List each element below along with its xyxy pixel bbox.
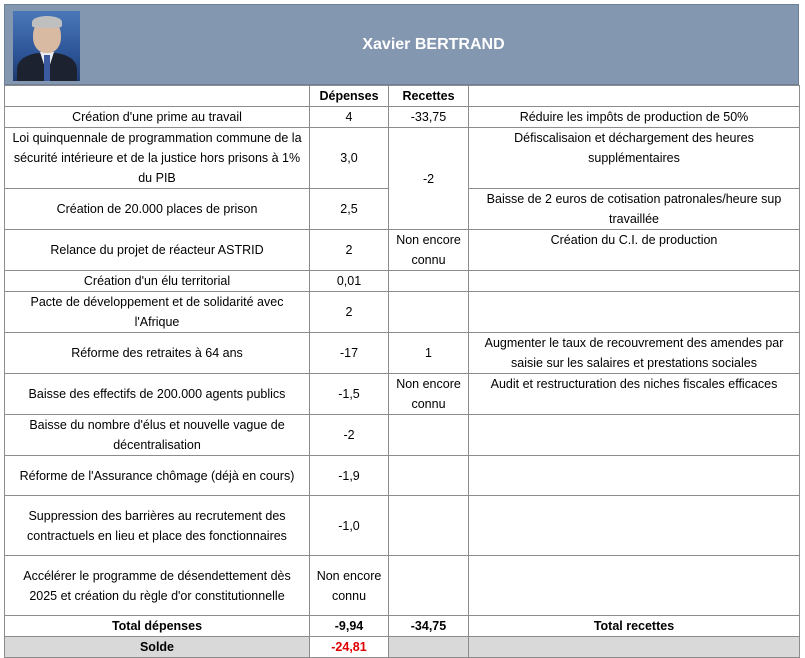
- row-label: Accélérer le programme de désendettement dès 2025 et création du règle d'or constitutionnelle: [5, 556, 310, 616]
- solde-label: Solde: [5, 637, 310, 658]
- mesure-text: [469, 456, 800, 496]
- solde-row: [5, 637, 800, 658]
- total-recettes-value: -34,75: [389, 616, 469, 637]
- column-header-depenses: Dépenses: [310, 86, 389, 107]
- depense-value: 4: [310, 107, 389, 128]
- row-label: Baisse du nombre d'élus et nouvelle vague de décentralisation: [5, 415, 310, 456]
- row-label: Réforme des retraites à 64 ans: [5, 333, 310, 374]
- row-label: Loi quinquennale de programmation commune de la sécurité intérieure et de la justice hors prisons à 1% du PIB: [5, 128, 310, 189]
- mesure-text: [469, 271, 800, 292]
- mesure-text: Baisse de 2 euros de cotisation patronales/heure sup travaillée: [469, 189, 800, 230]
- row-label: Création d'une prime au travail: [5, 107, 310, 128]
- table-row: [5, 415, 800, 456]
- table-header-row: [5, 86, 800, 107]
- row-label: Création de 20.000 places de prison: [5, 189, 310, 230]
- header-empty-cell: [5, 86, 310, 107]
- table-row: [5, 292, 800, 333]
- mesure-text: [469, 415, 800, 456]
- table-row: [5, 128, 800, 189]
- mesure-text: Augmenter le taux de recouvrement des amendes par saisie sur les salaires et prestations sociales: [469, 333, 800, 374]
- depense-value: 2: [310, 230, 389, 271]
- mesure-text: Audit et restructuration des niches fiscales efficaces: [469, 374, 800, 415]
- table-row: [5, 374, 800, 415]
- row-label: Création d'un élu territorial: [5, 271, 310, 292]
- recette-value: [389, 271, 469, 292]
- mesure-text: Création du C.I. de production: [469, 230, 800, 271]
- mesure-text: [469, 292, 800, 333]
- mesure-text: [469, 496, 800, 556]
- recette-value: [389, 556, 469, 616]
- table-row: [5, 556, 800, 616]
- depense-value: -1,0: [310, 496, 389, 556]
- mesure-text: Défiscalisaion et déchargement des heures supplémentaires: [469, 128, 800, 189]
- solde-empty-cell: [389, 637, 469, 658]
- depense-value: Non encore connu: [310, 556, 389, 616]
- mesure-text: Réduire les impôts de production de 50%: [469, 107, 800, 128]
- recette-value: 1: [389, 333, 469, 374]
- depense-value: -1,9: [310, 456, 389, 496]
- row-label: Pacte de développement et de solidarité avec l'Afrique: [5, 292, 310, 333]
- totals-row: [5, 616, 800, 637]
- depense-value: 2,5: [310, 189, 389, 230]
- recette-value: -2: [389, 128, 469, 230]
- row-label: Suppression des barrières au recrutement des contractuels en lieu et place des fonctionnaires: [5, 496, 310, 556]
- table-row: [5, 496, 800, 556]
- table-row: [5, 456, 800, 496]
- table-row: [5, 271, 800, 292]
- depense-value: -2: [310, 415, 389, 456]
- depense-value: 3,0: [310, 128, 389, 189]
- recette-value: [389, 292, 469, 333]
- depense-value: -17: [310, 333, 389, 374]
- page-title: Xavier BERTRAND: [362, 36, 505, 53]
- total-recettes-label: Total recettes: [469, 616, 800, 637]
- table-row: [5, 107, 800, 128]
- depense-value: -1,5: [310, 374, 389, 415]
- column-header-recettes: Recettes: [389, 86, 469, 107]
- recette-value: -33,75: [389, 107, 469, 128]
- total-depenses-value: -9,94: [310, 616, 389, 637]
- recette-value: [389, 496, 469, 556]
- mesure-text: [469, 556, 800, 616]
- depense-value: 0,01: [310, 271, 389, 292]
- row-label: Relance du projet de réacteur ASTRID: [5, 230, 310, 271]
- row-label: Réforme de l'Assurance chômage (déjà en cours): [5, 456, 310, 496]
- recette-value: [389, 456, 469, 496]
- header-banner: [4, 4, 799, 85]
- budget-table: [4, 85, 800, 658]
- solde-empty-cell-right: [469, 637, 800, 658]
- recette-value: [389, 415, 469, 456]
- table-row: [5, 333, 800, 374]
- recette-value: Non encore connu: [389, 230, 469, 271]
- recette-value: Non encore connu: [389, 374, 469, 415]
- row-label: Baisse des effectifs de 200.000 agents publics: [5, 374, 310, 415]
- solde-value: -24,81: [310, 637, 389, 658]
- header-empty-cell-right: [469, 86, 800, 107]
- depense-value: 2: [310, 292, 389, 333]
- total-depenses-label: Total dépenses: [5, 616, 310, 637]
- table-row: [5, 230, 800, 271]
